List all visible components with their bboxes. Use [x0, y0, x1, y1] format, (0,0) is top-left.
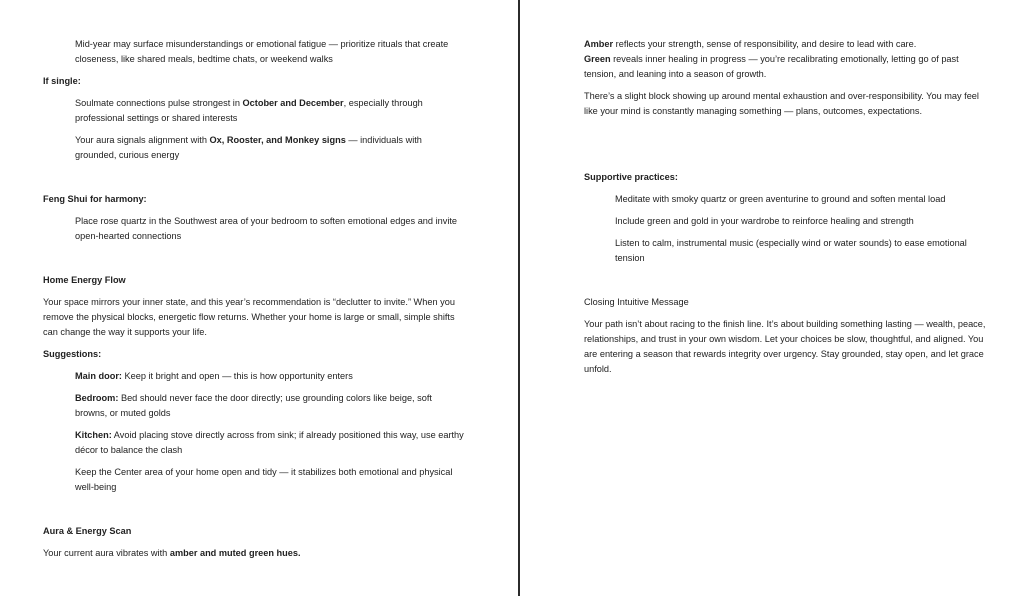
- aura-scan-heading: Aura & Energy Scan: [43, 526, 132, 536]
- soulmate-text-c: , especially through professional settings or shared interests: [75, 98, 423, 123]
- paragraph-closing: Your path isn’t about racing to the finish line. It’s about building something lasting — wealth, peace, relationships, and trust in your own wisdom. Let your choices be slow, thoughtful, and aligned. You are entering a season that rewards integrity over urgency. Stay grounded, stay open, and let grace unfold.: [584, 319, 986, 374]
- green-label: Green: [584, 54, 611, 64]
- suggestion-main-door: [75, 369, 465, 384]
- practice-meditate: Meditate with smoky quartz or green aventurine to ground and soften mental load: [615, 194, 946, 204]
- if-single-heading: If single:: [43, 76, 81, 86]
- supportive-heading: Supportive practices:: [584, 172, 678, 182]
- paragraph-soulmate: [75, 96, 465, 126]
- soulmate-months: October and December: [242, 98, 344, 108]
- paragraph-aura-signals: [75, 133, 465, 163]
- bedroom-label: Bedroom:: [75, 393, 119, 403]
- page-divider: [518, 0, 520, 596]
- paragraph-rose-quartz: Place rose quartz in the Southwest area of your bedroom to soften emotional edges and invite open-hearted connections: [75, 216, 458, 241]
- suggestion-center: Keep the Center area of your home open and tidy — it stabilizes both emotional and physical well-being: [75, 467, 453, 492]
- paragraph-home-intro: Your space mirrors your inner state, and this year’s recommendation is “declutter to invite.” When you remove the physical blocks, energetic flow returns. Whether your home is large or small, simple shifts can change the way it supports your life.: [43, 297, 455, 337]
- aura-signals-text-c: — individuals with grounded, curious energy: [75, 135, 422, 160]
- aura-signals-text-a: Your aura signals alignment with: [75, 135, 210, 145]
- main-door-text: Keep it bright and open — this is how opportunity enters: [121, 371, 353, 381]
- feng-shui-heading: Feng Shui for harmony:: [43, 194, 147, 204]
- suggestions-heading: Suggestions:: [43, 349, 102, 359]
- paragraph-midyear: Mid-year may surface misunderstandings or emotional fatigue — prioritize rituals that create closeness, like shared meals, bedtime chats, or weekend walks: [75, 39, 449, 64]
- aura-scan-hues: amber and muted green hues.: [169, 548, 301, 558]
- paragraph-amber: [584, 37, 988, 52]
- paragraph-green: [584, 52, 988, 82]
- practice-wardrobe: Include green and gold in your wardrobe to reinforce healing and strength: [615, 216, 914, 226]
- suggestion-kitchen: [75, 428, 465, 458]
- closing-heading: Closing Intuitive Message: [584, 297, 689, 307]
- practice-music: Listen to calm, instrumental music (especially wind or water sounds) to ease emotional tension: [615, 238, 967, 263]
- soulmate-text-a: Soulmate connections pulse strongest in: [75, 98, 243, 108]
- amber-label: Amber: [584, 39, 614, 49]
- paragraph-block: There’s a slight block showing up around mental exhaustion and over-responsibility. You may feel like your mind is constantly managing something — plans, outcomes, expectations.: [584, 91, 979, 116]
- suggestion-bedroom: [75, 391, 465, 421]
- green-text: reveals inner healing in progress — you’re recalibrating emotionally, letting go of past tension, and leaning into a season of growth.: [584, 54, 959, 79]
- kitchen-label: Kitchen:: [75, 430, 112, 440]
- aura-signals-signs: Ox, Rooster, and Monkey signs: [209, 135, 346, 145]
- amber-text: reflects your strength, sense of responsibility, and desire to lead with care.: [613, 39, 917, 49]
- home-energy-heading: Home Energy Flow: [43, 275, 126, 285]
- bedroom-text: Bed should never face the door directly; use grounding colors like beige, soft browns, or muted golds: [75, 393, 432, 418]
- kitchen-text: Avoid placing stove directly across from sink; if already positioned this way, use earthy décor to balance the clash: [75, 430, 464, 455]
- paragraph-aura-scan: [43, 546, 463, 561]
- main-door-label: Main door:: [75, 371, 122, 381]
- aura-scan-text-a: Your current aura vibrates with: [43, 548, 170, 558]
